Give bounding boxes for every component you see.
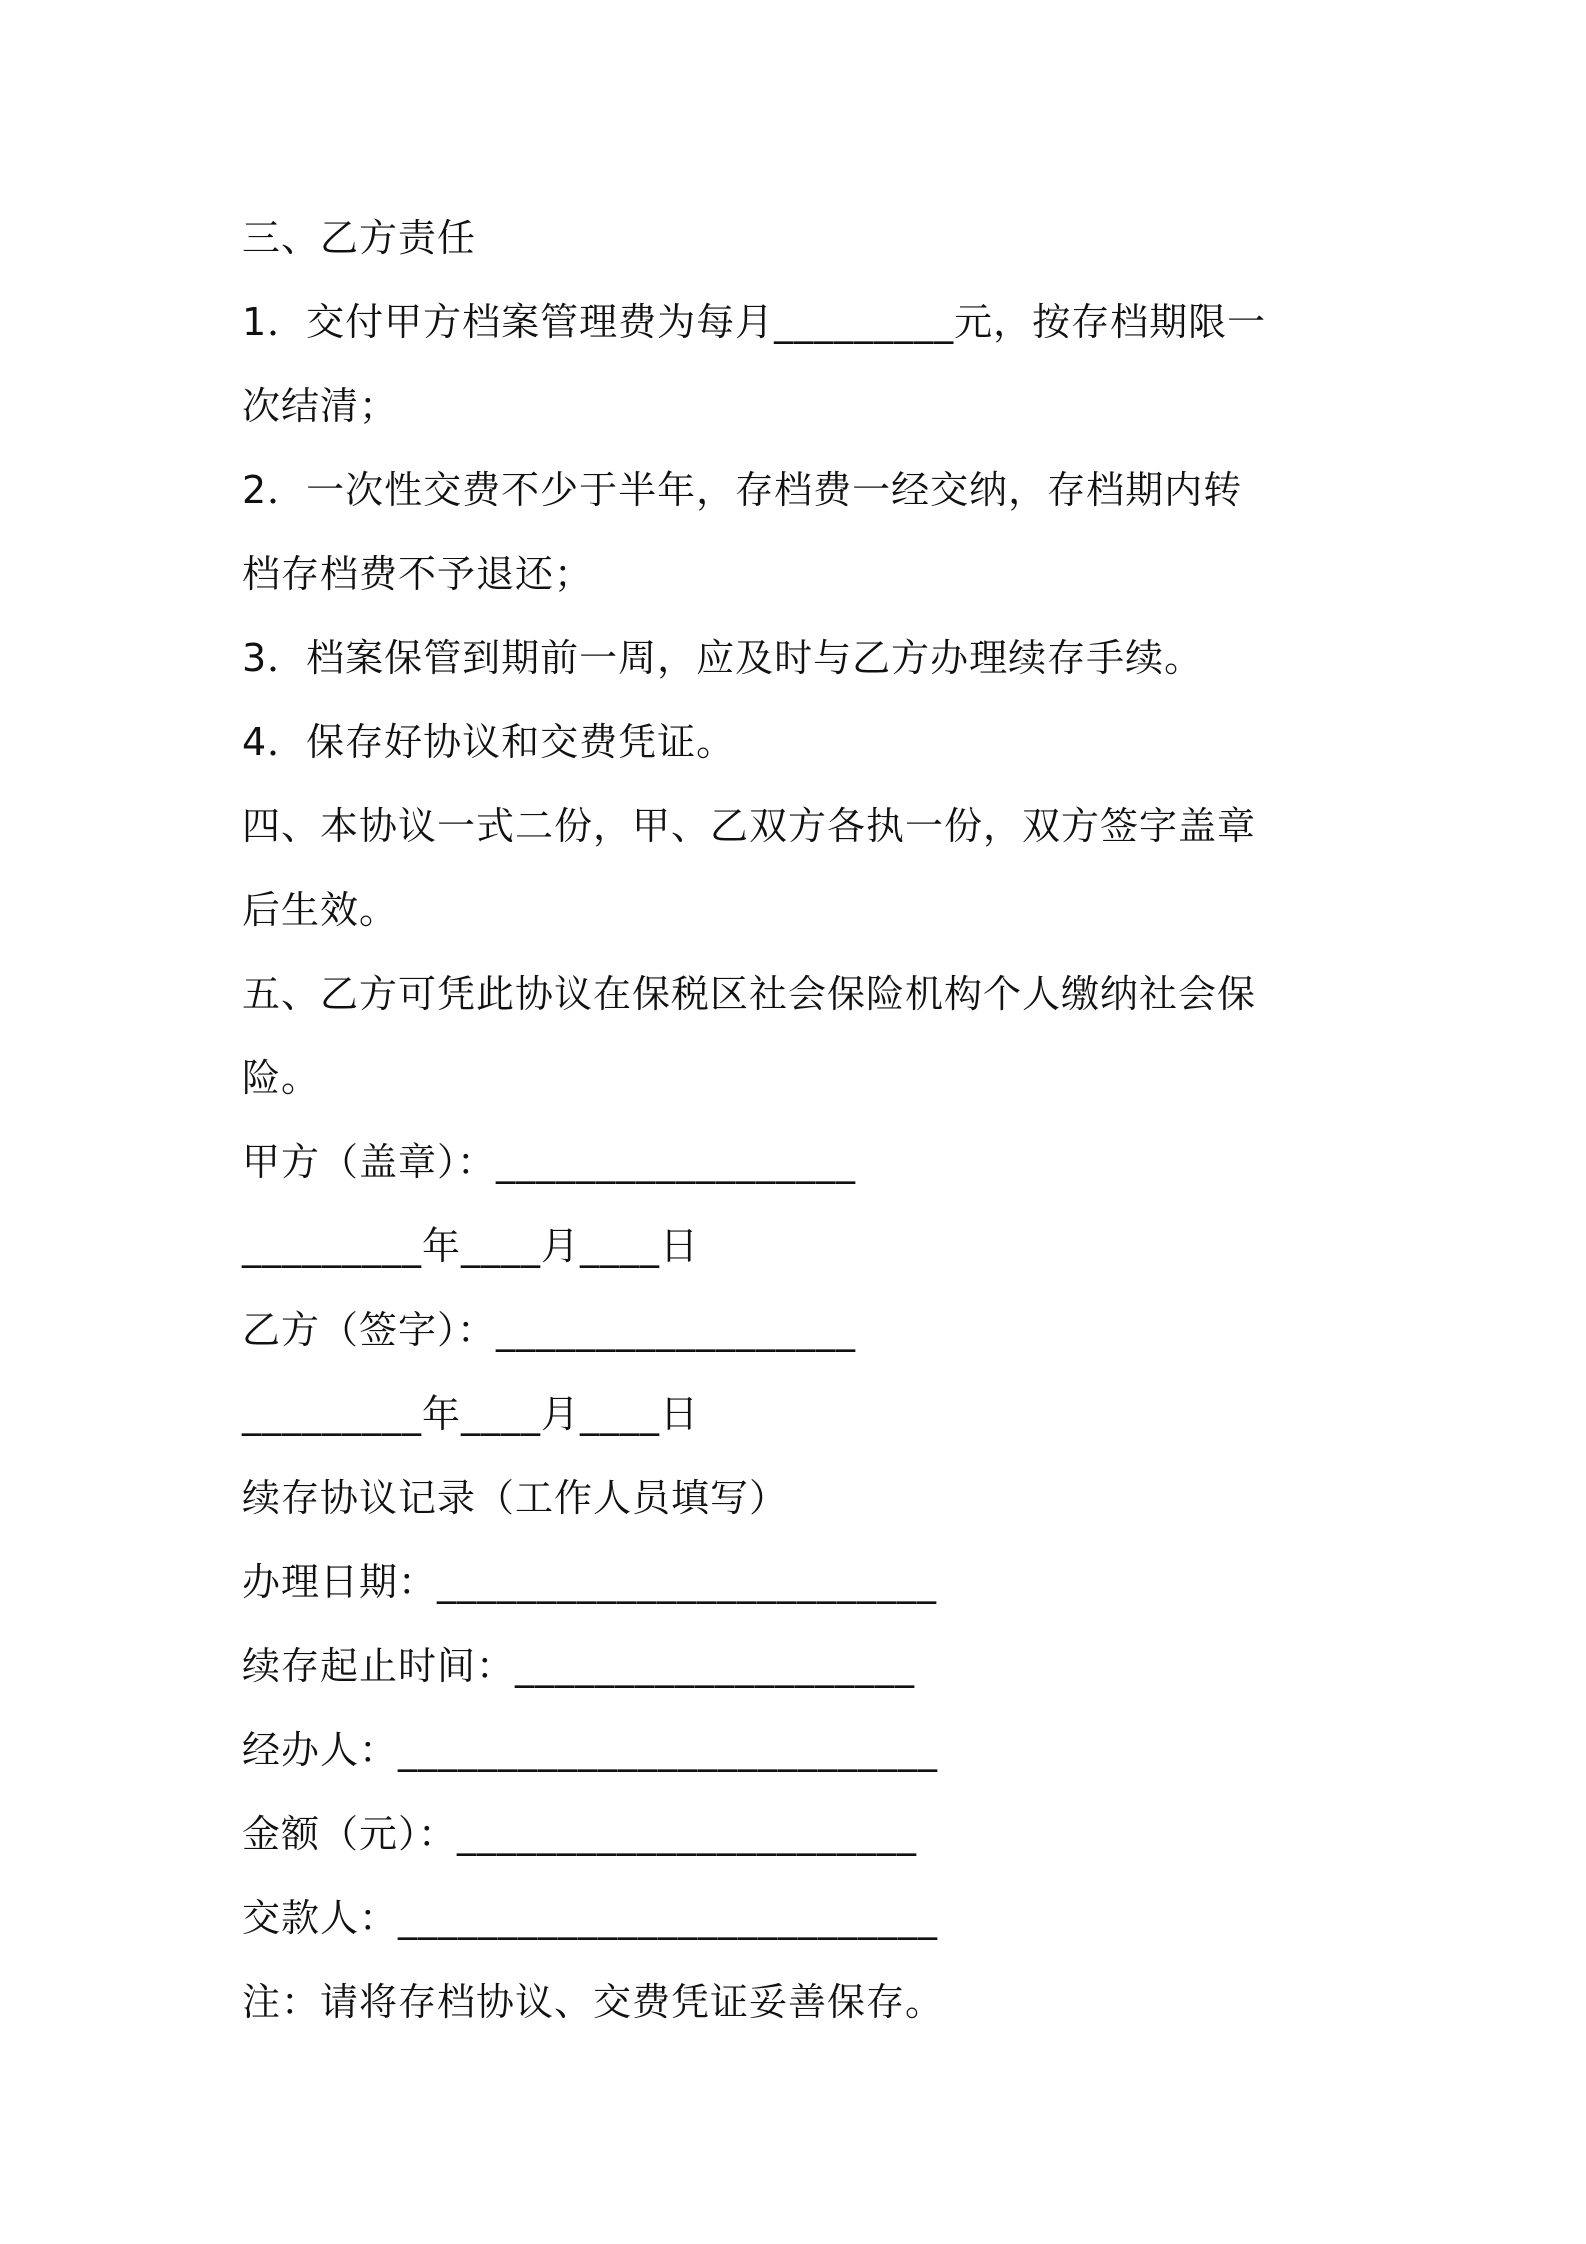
renewal-period-field: 续存起止时间：____________________ — [242, 1644, 916, 1688]
party-b-signature-field: 乙方（签字）：__________________ — [242, 1308, 857, 1352]
processing-date-field: 办理日期：_________________________ — [242, 1560, 938, 1604]
note-line: 注：请将存档协议、交费凭证妥善保存。 — [242, 1980, 945, 2024]
party-a-seal-field: 甲方（盖章）：__________________ — [242, 1140, 857, 1184]
section-heading-party-b-duties: 三、乙方责任 — [242, 216, 477, 260]
clause-1-line-2: 次结清； — [242, 384, 399, 428]
section-4-line-1: 四、本协议一式二份，甲、乙双方各执一份，双方签字盖章 — [242, 804, 1257, 848]
clause-2-line-2: 档存档费不予退还； — [242, 552, 594, 596]
clause-2-line-1: 2．一次性交费不少于半年，存档费一经交纳，存档期内转 — [242, 468, 1243, 512]
clause-3: 3．档案保管到期前一周，应及时与乙方办理续存手续。 — [242, 636, 1204, 680]
amount-field: 金额（元）：_______________________ — [242, 1812, 918, 1856]
party-b-date-field: _________年____月____日 — [242, 1392, 700, 1436]
clause-1-line-1: 1．交付甲方档案管理费为每月_________元，按存档期限一 — [242, 300, 1267, 344]
payer-field: 交款人：___________________________ — [242, 1896, 939, 1940]
section-5-line-1: 五、乙方可凭此协议在保税区社会保险机构个人缴纳社会保 — [242, 972, 1257, 1016]
section-5-line-2: 险。 — [242, 1056, 321, 1100]
document-body — [242, 196, 1362, 2044]
handler-field: 经办人：___________________________ — [242, 1728, 939, 1772]
clause-4: 4．保存好协议和交费凭证。 — [242, 720, 736, 764]
section-4-line-2: 后生效。 — [242, 888, 399, 932]
renewal-record-heading: 续存协议记录（工作人员填写） — [242, 1476, 789, 1520]
party-a-date-field: _________年____月____日 — [242, 1224, 700, 1268]
